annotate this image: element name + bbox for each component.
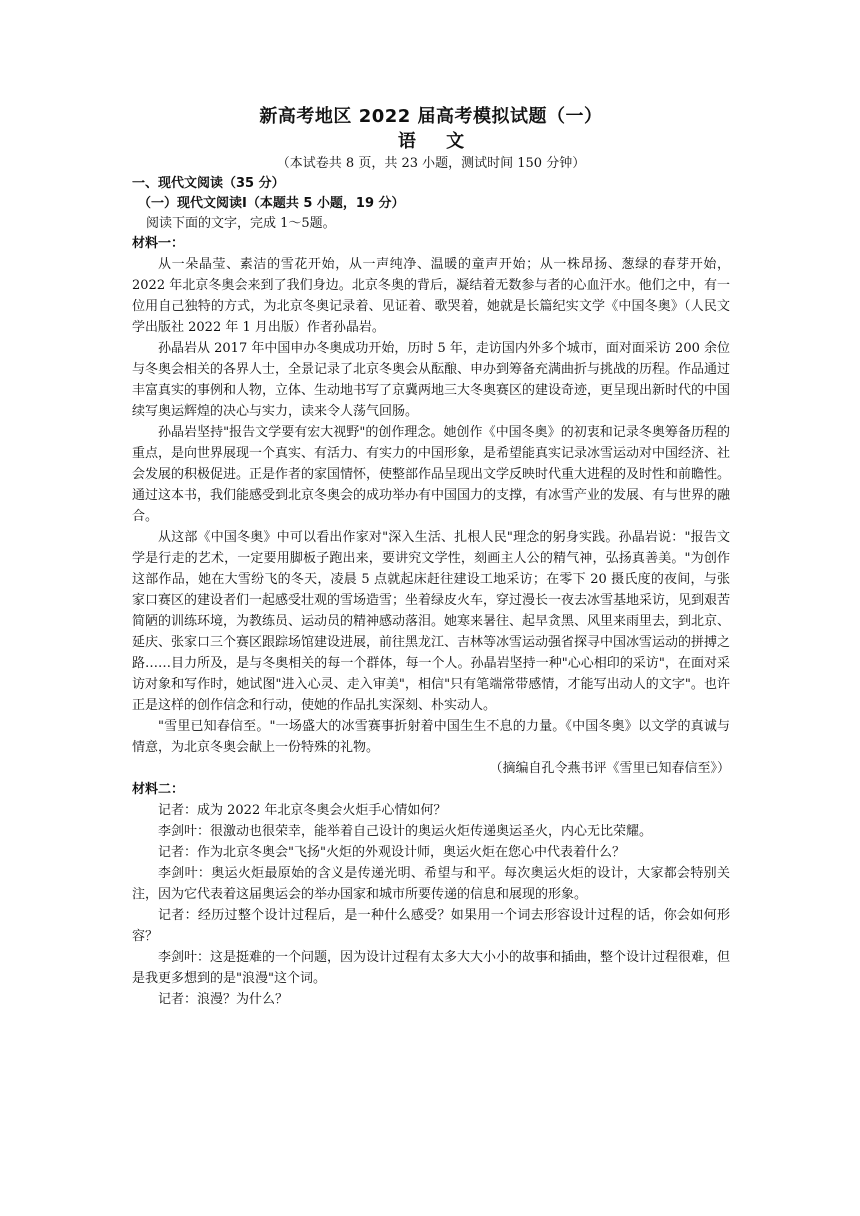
material-two-label: 材料二： xyxy=(132,782,185,797)
section-heading: 一、现代文阅读（35 分） xyxy=(132,176,285,191)
material-one-paragraph: 从这部《中国冬奥》中可以看出作家对"深入生活、扎根人民"理念的躬身实践。孙晶岩说："报告文学是行走的艺术，一定要用脚板子跑出来，要讲究文学性，刻画主人公的精气神，弘扬真善美。"为创作这部作品，她在大雪纷飞的冬天，凌晨 5 点就起床赶往建设工地采访；在零下 20 摄氏度的夜间，与张家口赛区的建设者们一起感受壮观的雪场造雪；坐着绿皮火车，穿过漫长一夜去冰雪基地采访，见到艰苦简陋的训练环境，为教练员、运动员的精神感动落泪。她寒来暑往、起早贪黑、风里来雨里去，到北京、延庆、张家口三个赛区跟踪场馆建设进展，前往黑龙江、吉林等冰雪运动强省探寻中国冰雪运动的拼搏之路……目力所及，是与冬奥相关的每一个群体，每一个人。孙晶岩坚持一种"心心相印的采访"，在面对采访对象和写作时，她试图"进入心灵、走入审美"，相信"只有笔端常带感情，才能写出动人的文字"。也许正是这样的创作信念和行动，使她的作品扎实深刻、朴实动人。 xyxy=(132,530,731,713)
material-one-label: 材料一： xyxy=(132,236,185,251)
interview-line: 李剑叶：这是挺难的一个问题，因为设计过程有太多大大小小的故事和插曲，整个设计过程很难，但是我更多想到的是"浪漫"这个词。 xyxy=(132,950,731,986)
material-one-paragraph: 从一朵晶莹、素洁的雪花开始，从一声纯净、温暖的童声开始；从一株昂扬、葱绿的春芽开始，2022 年北京冬奥会来到了我们身边。北京冬奥的背后，凝结着无数参与者的心血汗水。他们之中，有一位用自己独特的方式，为北京冬奥记录着、见证着、歌哭着，她就是长篇纪实文学《中国冬奥》（人民文学出版社 2022 年 1 月出版）作者孙晶岩。 xyxy=(132,257,730,335)
material-one-source: （摘编自孔令燕书评《雪里已知春信至》） xyxy=(489,761,730,776)
interview-line: 记者：经历过整个设计过程后，是一种什么感受？如果用一个词去形容设计过程的话，你会如何形容？ xyxy=(132,908,730,944)
exam-title: 新高考地区 2022 届高考模拟试题（一） xyxy=(259,106,603,127)
material-one-paragraph: 孙晶岩坚持"报告文学要有宏大视野"的创作理念。她创作《中国冬奥》的初衷和记录冬奥筹备历程的重点，是向世界展现一个真实、有活力、有实力的中国形象，是希望能真实记录冰雪运动对中国经济、社会发展的积极促进。正是作者的家国情怀，使整部作品呈现出文学反映时代重大进程的及时性和前瞻性。通过这本书，我们能感受到北京冬奥会的成功举办有中国国力的支撑，有冰雪产业的发展、有与世界的融合。 xyxy=(132,425,731,524)
interview-line: 记者：成为 2022 年北京冬奥会火炬手心情如何？ xyxy=(158,803,447,818)
interview-line: 李剑叶：很激动也很荣幸，能举着自己设计的奥运火炬传递奥运圣火，内心无比荣耀。 xyxy=(158,824,653,839)
interview-line: 记者：作为北京冬奥会"飞扬"火炬的外观设计师，奥运火炬在您心中代表着什么？ xyxy=(158,845,625,860)
material-one-paragraph: "雪里已知春信至。"一场盛大的冰雪赛事折射着中国生生不息的力量。《中国冬奥》以文学的真诚与情意，为北京冬奥会献上一份特殊的礼物。 xyxy=(132,719,730,755)
interview-line: 李剑叶：奥运火炬最原始的含义是传递光明、希望与和平。每次奥运火炬的设计，大家都会特别关注，因为它代表着这届奥运会的举办国家和城市所要传递的信息和展现的形象。 xyxy=(132,866,730,902)
material-one-paragraph: 孙晶岩从 2017 年中国申办冬奥成功开始，历时 5 年，走访国内外多个城市，面对面采访 200 余位与冬奥会相关的各界人士，全景记录了北京冬奥会从酝酿、申办到筹备充满曲折与挑战的历程。作品通过丰富真实的事例和人物，立体、生动地书写了京冀两地三大冬奥赛区的建设奇迹，更呈现出新时代的中国续写奥运辉煌的决心与实力，读来令人荡气回肠。 xyxy=(132,341,731,419)
exam-note: （本试卷共 8 页，共 23 小题，测试时间 150 分钟） xyxy=(276,156,586,171)
subsection-heading: （一）现代文阅读Ⅰ（本题共 5 小题，19 分） xyxy=(138,196,405,211)
subject-title: 语 文 xyxy=(397,131,477,152)
interview-line: 记者：浪漫？为什么？ xyxy=(158,992,289,1007)
exam-page xyxy=(132,104,730,1010)
reading-instruction: 阅读下面的文字，完成 1～5题。 xyxy=(146,216,336,231)
